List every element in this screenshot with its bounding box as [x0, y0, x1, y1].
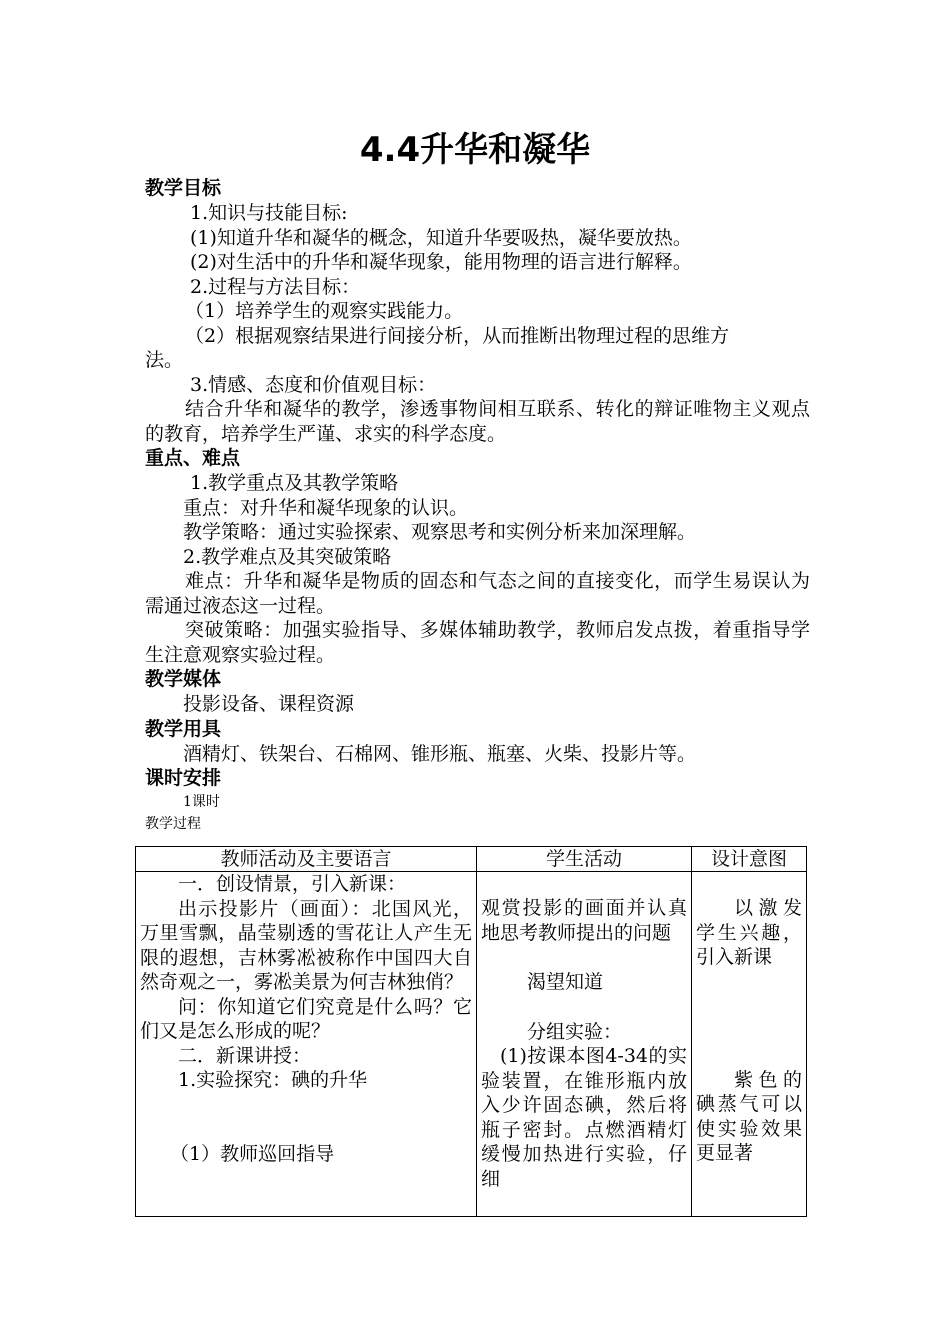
page-title: 4.4升华和凝华 [359, 130, 591, 170]
header-teacher: 教师活动及主要语言 [136, 847, 477, 872]
key-focus: 重点：对升华和凝华现象的认识。 [183, 496, 469, 519]
student-cell [477, 872, 692, 1217]
student-line-4: (1)按课本图4-34的实验装置，在锥形瓶内放入少许固态碘，然后将瓶子密封。点燃酒精灯缓慢加热进行实验，仔细 [481, 1045, 687, 1190]
objective-knowledge-2: (2)对生活中的升华和凝华现象，能用物理的语言进行解释。 [190, 251, 692, 273]
objective-emotion-1: 结合升华和凝华的教学，渗透事物间相互联系、转化的辩证唯物主义观点的教育，培养学生严谨、求实的科学态度。 [145, 398, 810, 445]
difficulty-text: 难点：升华和凝华是物质的固态和气态之间的直接变化，而学生易误认为需通过液态这一过程。 [145, 570, 810, 617]
student-line-3: 分组实验： [527, 1020, 623, 1043]
intent-cell [692, 872, 807, 1217]
document-body [145, 176, 810, 835]
table-header-row [136, 847, 807, 872]
header-student: 学生活动 [477, 847, 692, 872]
teacher-cell [136, 872, 477, 1217]
heading-schedule: 课时安排 [145, 767, 222, 789]
objective-knowledge-1: (1)知道升华和凝华的概念，知道升华要吸热，凝华要放热。 [190, 226, 692, 249]
key-points-title: 1.教学重点及其教学策略 [190, 472, 399, 494]
tools-text: 酒精灯、铁架台、石棉网、锥形瓶、瓶塞、火柴、投影片等。 [183, 742, 697, 765]
header-intent: 设计意图 [692, 847, 807, 872]
teaching-process-table [135, 846, 807, 1217]
teacher-line-1: 一．创设情景，引入新课： [178, 873, 407, 895]
heading-media: 教学媒体 [145, 668, 222, 690]
objective-process-2b: 法。 [145, 349, 184, 371]
intent-line-1: 以激发学生兴趣，引入新课 [696, 897, 802, 968]
process-label: 教学过程 [145, 816, 201, 832]
objective-process-2a: （2）根据观察结果进行间接分析，从而推断出物理过程的思维方 [185, 324, 730, 347]
objective-process-1: （1）培养学生的观察实践能力。 [185, 300, 464, 322]
intent-line-2: 紫色的碘蒸气可以使实验效果更显著 [696, 1068, 802, 1164]
media-text: 投影设备、课程资源 [183, 693, 355, 715]
teacher-line-3: 问：你知道它们究竟是什么吗？它们又是怎么形成的呢？ [140, 995, 472, 1042]
table-row [136, 872, 807, 1217]
teacher-line-5: 1.实验探究：碘的升华 [178, 1069, 368, 1091]
heading-objectives: 教学目标 [145, 177, 222, 199]
difficulty-strategy: 突破策略：加强实验指导、多媒体辅助教学，教师启发点拨，着重指导学生注意观察实验过程。 [145, 619, 810, 666]
key-strategy: 教学策略：通过实验探索、观察思考和实例分析来加深理解。 [183, 521, 697, 543]
student-line-2: 渴望知道 [527, 971, 604, 993]
heading-tools: 教学用具 [145, 717, 222, 740]
teacher-line-6: （1）教师巡回指导 [170, 1142, 335, 1165]
student-line-1: 观赏投影的画面并认真地思考教师提出的问题 [481, 897, 687, 944]
teacher-line-4: 二．新课讲授： [178, 1044, 312, 1067]
objective-emotion-title: 3.情感、态度和价值观目标： [190, 373, 437, 396]
difficulty-title: 2.教学难点及其突破策略 [183, 545, 392, 568]
objective-process-title: 2.过程与方法目标： [190, 275, 361, 298]
heading-key-points: 重点、难点 [145, 447, 241, 469]
teacher-line-2: 出示投影片（画面）：北国风光，万里雪飘，晶莹剔透的雪花让人产生无限的遐想，吉林雾凇被称作中国四大自然奇观之一，雾凇美景为何吉林独俏？ [140, 897, 472, 993]
objective-knowledge-title: 1.知识与技能目标: [190, 202, 348, 224]
schedule-text: 1课时 [183, 794, 220, 810]
